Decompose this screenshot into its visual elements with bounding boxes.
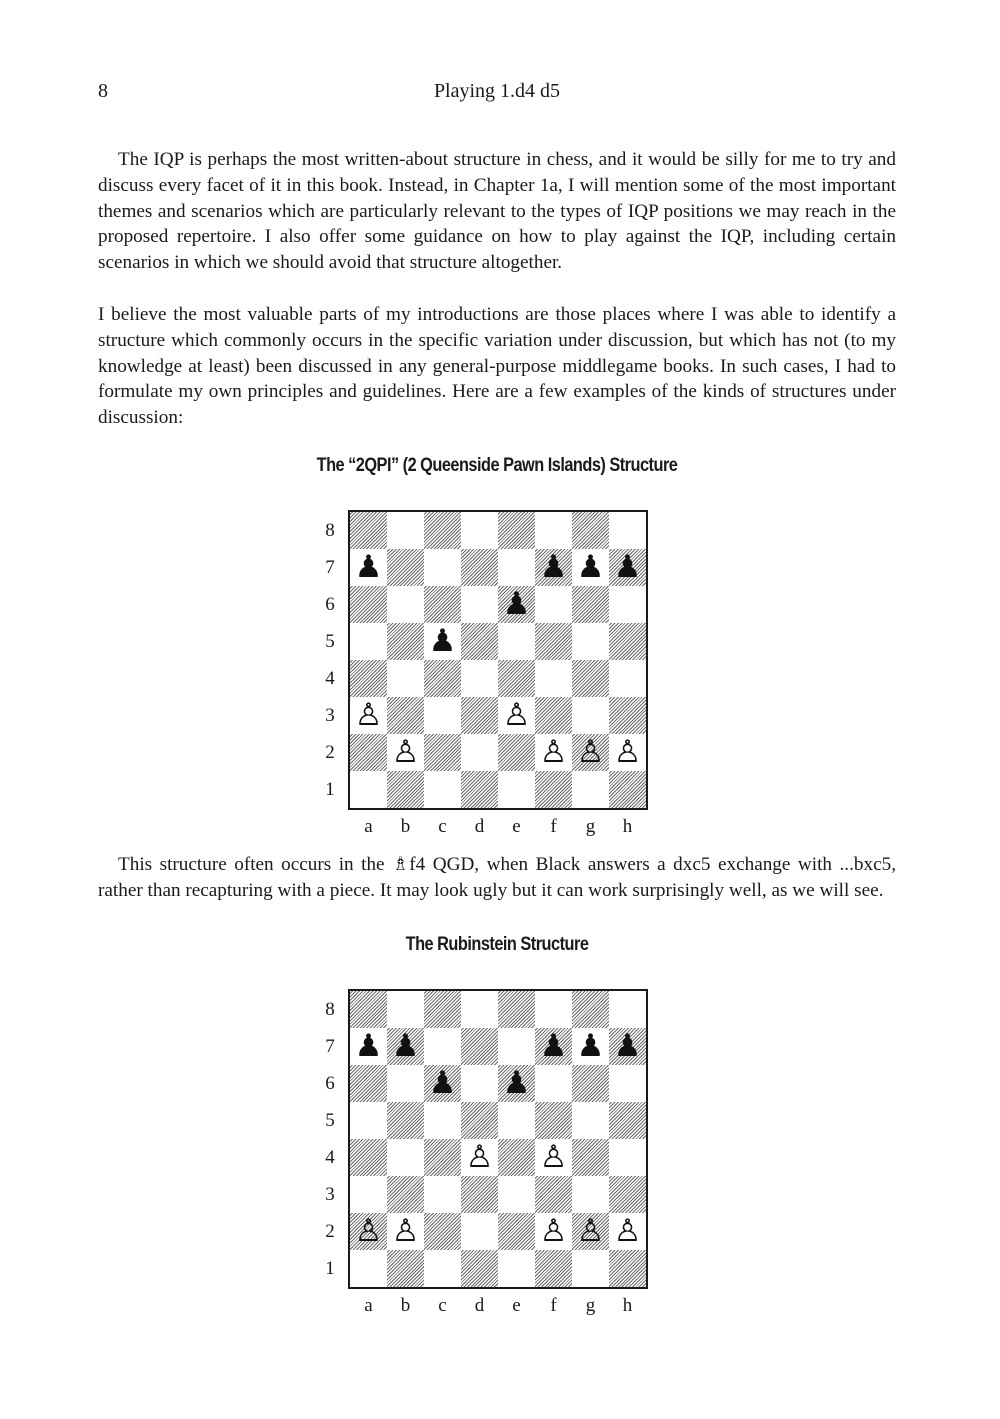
square-b4 — [387, 1139, 424, 1176]
file-label-h: h — [622, 816, 633, 837]
rank-label-3: 3 — [325, 1184, 335, 1205]
square-f5 — [535, 623, 572, 660]
square-h8 — [609, 991, 646, 1028]
square-a6 — [350, 586, 387, 623]
square-c4 — [424, 660, 461, 697]
square-f6 — [535, 586, 572, 623]
square-e3 — [498, 1176, 535, 1213]
square-e7 — [498, 1028, 535, 1065]
square-a1 — [350, 771, 387, 808]
square-c1 — [424, 1250, 461, 1287]
rank-label-3: 3 — [325, 705, 335, 726]
square-a4 — [350, 1139, 387, 1176]
square-f2 — [535, 734, 572, 771]
black-pawn-icon: ♟ — [613, 549, 642, 585]
square-f5 — [535, 1102, 572, 1139]
rank-label-7: 7 — [325, 557, 335, 578]
square-b3 — [387, 697, 424, 734]
square-c2 — [424, 734, 461, 771]
chess-diagram-2qpi — [312, 510, 652, 840]
square-a3 — [350, 697, 387, 734]
rank-label-1: 1 — [325, 1258, 335, 1279]
square-d3 — [461, 1176, 498, 1213]
square-f3 — [535, 1176, 572, 1213]
rank-label-5: 5 — [325, 1110, 335, 1131]
square-d1 — [461, 1250, 498, 1287]
square-a7 — [350, 1028, 387, 1065]
square-d8 — [461, 991, 498, 1028]
black-pawn-icon: ♟ — [576, 549, 605, 585]
square-h1 — [609, 1250, 646, 1287]
square-h1 — [609, 771, 646, 808]
square-f3 — [535, 697, 572, 734]
square-e1 — [498, 771, 535, 808]
square-d2 — [461, 734, 498, 771]
file-label-g: g — [585, 816, 596, 837]
paragraph-iqp: The IQP is perhaps the most written-about structure in chess, and it would be silly for me to try and discuss every facet of it in this book. Instead, in Chapter 1a, I will mention some of the most important themes and scenarios which are particularly relevant to the types of IQP positions we may reach in the proposed repertoire. I also offer some guidance on how to play against the IQP, including certain scenarios in which we should avoid that structure altogether. — [98, 149, 896, 274]
square-f8 — [535, 512, 572, 549]
square-a2 — [350, 1213, 387, 1250]
square-c3 — [424, 697, 461, 734]
square-d2 — [461, 1213, 498, 1250]
square-d1 — [461, 771, 498, 808]
page-header — [98, 80, 896, 110]
square-h7 — [609, 1028, 646, 1065]
rank-label-8: 8 — [325, 999, 335, 1020]
file-label-e: e — [512, 816, 521, 837]
square-e8 — [498, 991, 535, 1028]
square-g1 — [572, 771, 609, 808]
black-pawn-icon: ♟ — [539, 1028, 568, 1064]
white-pawn-icon: ♙ — [576, 734, 605, 770]
rank-label-1: 1 — [325, 779, 335, 800]
square-c1 — [424, 771, 461, 808]
square-g6 — [572, 586, 609, 623]
rank-label-2: 2 — [325, 742, 335, 763]
rank-label-6: 6 — [325, 1073, 335, 1094]
square-e7 — [498, 549, 535, 586]
running-title: Playing 1.d4 d5 — [433, 80, 561, 102]
square-g2 — [572, 734, 609, 771]
diagram-title-2qpi: The “2QPI” (2 Queenside Pawn Islands) Structure — [316, 455, 678, 476]
rank-label-2: 2 — [325, 1221, 335, 1242]
square-g5 — [572, 623, 609, 660]
square-g3 — [572, 1176, 609, 1213]
chessboard — [348, 989, 648, 1289]
file-label-a: a — [364, 1295, 373, 1316]
square-h3 — [609, 697, 646, 734]
square-g4 — [572, 660, 609, 697]
square-h2 — [609, 734, 646, 771]
square-h8 — [609, 512, 646, 549]
square-b2 — [387, 1213, 424, 1250]
file-label-d: d — [474, 1295, 485, 1316]
square-a2 — [350, 734, 387, 771]
square-g1 — [572, 1250, 609, 1287]
square-g8 — [572, 512, 609, 549]
square-a5 — [350, 1102, 387, 1139]
square-f6 — [535, 1065, 572, 1102]
square-c8 — [424, 512, 461, 549]
square-d7 — [461, 1028, 498, 1065]
black-pawn-icon: ♟ — [428, 1065, 457, 1101]
square-g8 — [572, 991, 609, 1028]
square-b1 — [387, 1250, 424, 1287]
square-g6 — [572, 1065, 609, 1102]
paragraph-2qpi-explanation: This structure often occurs in the ♗f4 QGD, when Black answers a dxc5 exchange with ...bxc5, rather than recapturing with a piece. It may look ugly but it can work surprisingly well, as we will see. — [98, 854, 896, 901]
square-d7 — [461, 549, 498, 586]
file-label-g: g — [585, 1295, 596, 1316]
file-label-b: b — [400, 816, 411, 837]
square-d6 — [461, 586, 498, 623]
square-a7 — [350, 549, 387, 586]
square-b3 — [387, 1176, 424, 1213]
square-f1 — [535, 771, 572, 808]
square-d4 — [461, 660, 498, 697]
square-h4 — [609, 660, 646, 697]
square-c7 — [424, 1028, 461, 1065]
white-pawn-icon: ♙ — [465, 1139, 494, 1175]
square-d6 — [461, 1065, 498, 1102]
square-b8 — [387, 512, 424, 549]
square-h2 — [609, 1213, 646, 1250]
chess-diagram-rubinstein — [312, 989, 652, 1319]
black-pawn-icon: ♟ — [354, 549, 383, 585]
white-pawn-icon: ♙ — [502, 697, 531, 733]
square-c5 — [424, 623, 461, 660]
black-pawn-icon: ♟ — [428, 623, 457, 659]
square-e6 — [498, 1065, 535, 1102]
square-g5 — [572, 1102, 609, 1139]
square-h4 — [609, 1139, 646, 1176]
square-e1 — [498, 1250, 535, 1287]
white-pawn-icon: ♙ — [539, 1139, 568, 1175]
file-label-f: f — [550, 1295, 557, 1316]
square-g2 — [572, 1213, 609, 1250]
black-pawn-icon: ♟ — [502, 586, 531, 622]
square-e5 — [498, 623, 535, 660]
square-g7 — [572, 549, 609, 586]
white-pawn-icon: ♙ — [354, 1213, 383, 1249]
square-a8 — [350, 512, 387, 549]
square-b6 — [387, 586, 424, 623]
square-h7 — [609, 549, 646, 586]
square-f7 — [535, 1028, 572, 1065]
square-f8 — [535, 991, 572, 1028]
rank-label-4: 4 — [325, 668, 335, 689]
file-label-b: b — [400, 1295, 411, 1316]
file-label-c: c — [438, 1295, 447, 1316]
white-pawn-icon: ♙ — [391, 1213, 420, 1249]
square-e8 — [498, 512, 535, 549]
rank-label-4: 4 — [325, 1147, 335, 1168]
rank-label-7: 7 — [325, 1036, 335, 1057]
square-c5 — [424, 1102, 461, 1139]
square-d4 — [461, 1139, 498, 1176]
square-a4 — [350, 660, 387, 697]
black-pawn-icon: ♟ — [539, 549, 568, 585]
black-pawn-icon: ♟ — [613, 1028, 642, 1064]
square-f1 — [535, 1250, 572, 1287]
rank-label-6: 6 — [325, 594, 335, 615]
white-pawn-icon: ♙ — [354, 697, 383, 733]
white-pawn-icon: ♙ — [613, 1213, 642, 1249]
square-c6 — [424, 1065, 461, 1102]
square-b6 — [387, 1065, 424, 1102]
white-pawn-icon: ♙ — [576, 1213, 605, 1249]
square-h6 — [609, 1065, 646, 1102]
square-c4 — [424, 1139, 461, 1176]
square-f4 — [535, 1139, 572, 1176]
square-c2 — [424, 1213, 461, 1250]
square-c3 — [424, 1176, 461, 1213]
file-label-e: e — [512, 1295, 521, 1316]
square-b5 — [387, 623, 424, 660]
diagram-title-rubinstein: The Rubinstein Structure — [405, 934, 589, 955]
square-e4 — [498, 660, 535, 697]
square-h3 — [609, 1176, 646, 1213]
square-b1 — [387, 771, 424, 808]
square-a5 — [350, 623, 387, 660]
square-b5 — [387, 1102, 424, 1139]
square-g7 — [572, 1028, 609, 1065]
square-b7 — [387, 549, 424, 586]
square-e4 — [498, 1139, 535, 1176]
file-label-d: d — [474, 816, 485, 837]
square-b7 — [387, 1028, 424, 1065]
file-label-a: a — [364, 816, 373, 837]
square-a8 — [350, 991, 387, 1028]
black-pawn-icon: ♟ — [354, 1028, 383, 1064]
square-b4 — [387, 660, 424, 697]
square-a1 — [350, 1250, 387, 1287]
file-label-c: c — [438, 816, 447, 837]
square-a3 — [350, 1176, 387, 1213]
square-g4 — [572, 1139, 609, 1176]
square-d5 — [461, 1102, 498, 1139]
page-number: 8 — [98, 80, 108, 102]
square-e2 — [498, 734, 535, 771]
square-d3 — [461, 697, 498, 734]
rank-label-8: 8 — [325, 520, 335, 541]
square-e5 — [498, 1102, 535, 1139]
paragraph-introductions: I believe the most valuable parts of my introductions are those places where I was able to identify a structure which commonly occurs in the specific variation under discussion, but which has not (to my knowledge at least) been discussed in any general-purpose middlegame books. In such cases, I had to formulate my own principles and guidelines. Here are a few examples of the kinds of structures under discussion: — [98, 304, 896, 429]
square-c6 — [424, 586, 461, 623]
square-f4 — [535, 660, 572, 697]
square-b8 — [387, 991, 424, 1028]
square-c7 — [424, 549, 461, 586]
square-g3 — [572, 697, 609, 734]
white-pawn-icon: ♙ — [539, 734, 568, 770]
square-f7 — [535, 549, 572, 586]
square-e2 — [498, 1213, 535, 1250]
square-d8 — [461, 512, 498, 549]
file-label-f: f — [550, 816, 557, 837]
square-h6 — [609, 586, 646, 623]
square-b2 — [387, 734, 424, 771]
chessboard — [348, 510, 648, 810]
white-pawn-icon: ♙ — [539, 1213, 568, 1249]
file-label-h: h — [622, 1295, 633, 1316]
square-f2 — [535, 1213, 572, 1250]
square-e3 — [498, 697, 535, 734]
square-h5 — [609, 1102, 646, 1139]
square-c8 — [424, 991, 461, 1028]
black-pawn-icon: ♟ — [391, 1028, 420, 1064]
rank-label-5: 5 — [325, 631, 335, 652]
square-a6 — [350, 1065, 387, 1102]
white-pawn-icon: ♙ — [391, 734, 420, 770]
square-h5 — [609, 623, 646, 660]
white-pawn-icon: ♙ — [613, 734, 642, 770]
square-d5 — [461, 623, 498, 660]
black-pawn-icon: ♟ — [502, 1065, 531, 1101]
square-e6 — [498, 586, 535, 623]
black-pawn-icon: ♟ — [576, 1028, 605, 1064]
